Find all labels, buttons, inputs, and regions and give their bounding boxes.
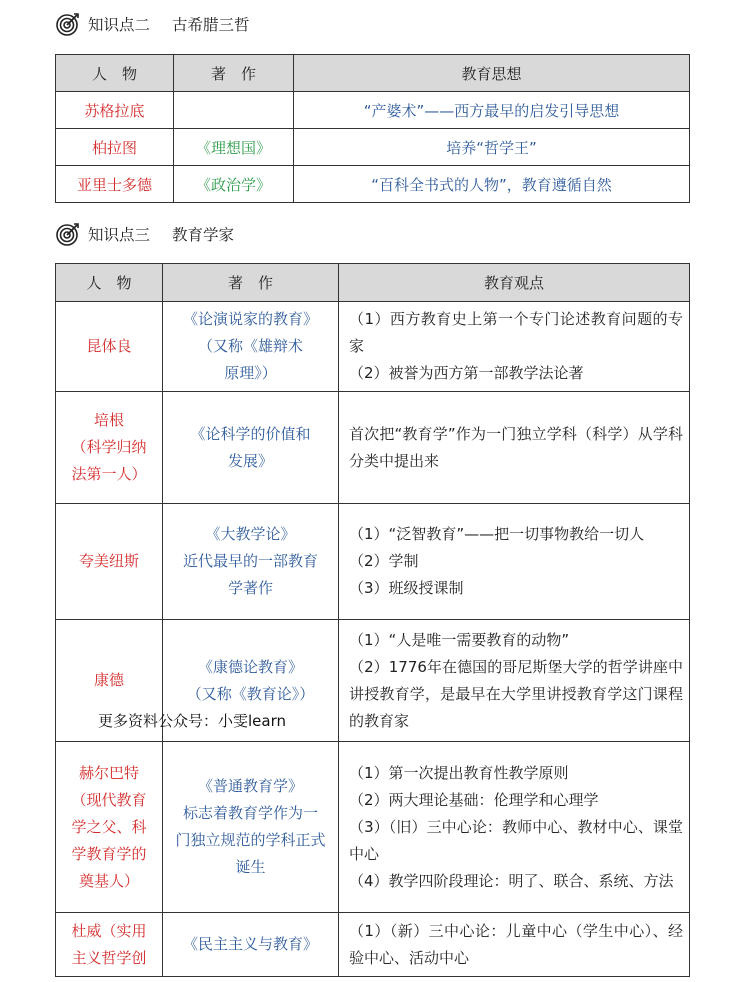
work-cell xyxy=(174,92,294,129)
header-thought: 教育思想 xyxy=(294,55,690,92)
views-cell xyxy=(339,620,690,742)
view-line: （2）1776年在德国的哥尼斯堡大学的哲学讲座中讲授教育学，是最早在大学里讲授教育学这门课程的教育家 xyxy=(349,657,683,730)
section3-title: 教育学家 xyxy=(172,226,235,244)
views-cell xyxy=(339,504,690,620)
person-cell xyxy=(56,302,163,392)
work-line: 近代最早的一部教育 xyxy=(182,552,318,570)
header-views: 教育观点 xyxy=(339,264,690,302)
person-cell: 苏格拉底 xyxy=(56,92,174,129)
person-cell xyxy=(56,913,163,977)
header-person: 人 物 xyxy=(56,264,163,302)
work-line: 《大教学论》 xyxy=(205,525,296,543)
thought-cell: 培养“哲学王” xyxy=(294,129,690,166)
table-row xyxy=(56,913,690,977)
thought-cell: “百科全书式的人物”，教育遵循自然 xyxy=(294,166,690,203)
work-line: 发展》 xyxy=(227,451,273,470)
work-line: 《论演说家的教育》 xyxy=(182,310,318,328)
table-row xyxy=(56,166,690,203)
table-row xyxy=(56,742,690,913)
view-line: （2）两大理论基础：伦理学和心理学 xyxy=(349,790,599,809)
views-cell xyxy=(339,392,690,504)
views-cell xyxy=(339,913,690,977)
work-cell xyxy=(163,504,339,620)
person-cell xyxy=(56,392,163,504)
work-line: 学著作 xyxy=(227,579,273,597)
person-cell xyxy=(56,742,163,913)
work-line: （又称《教育论》） xyxy=(186,684,315,703)
work-line: 《普通教育学》 xyxy=(197,777,303,795)
section3-table xyxy=(55,263,690,977)
view-line: （2）被誉为西方第一部教学法论著 xyxy=(349,364,584,382)
view-line: （4）教学四阶段理论：明了、联合、系统、方法 xyxy=(349,871,674,890)
header-person: 人 物 xyxy=(56,55,174,92)
person-line: 主义哲学创 xyxy=(71,948,147,967)
views-cell xyxy=(339,302,690,392)
person-line: 康德 xyxy=(93,671,124,689)
view-line: （3）（旧）三中心论：教师中心、教材中心、课堂中心 xyxy=(349,817,683,863)
person-line: 赫尔巴特 xyxy=(78,763,139,782)
section3-heading xyxy=(56,220,234,248)
work-cell xyxy=(163,302,339,392)
person-line: 昆体良 xyxy=(86,337,132,355)
target-icon xyxy=(56,222,80,246)
view-line: （1）“人是唯一需要教育的动物” xyxy=(349,630,570,649)
header-work: 著 作 xyxy=(174,55,294,92)
work-line: 诞生 xyxy=(235,858,266,876)
view-line: （1）“泛智教育”——把一切事物教给一切人 xyxy=(349,525,645,543)
table-row xyxy=(56,392,690,504)
person-cell: 亚里士多德 xyxy=(56,166,174,203)
person-line: 学教育学的 xyxy=(71,844,147,863)
work-line: 《民主主义与教育》 xyxy=(182,935,318,953)
table-row xyxy=(56,302,690,392)
section3-prefix: 知识点三 xyxy=(88,226,151,244)
section2-prefix: 知识点二 xyxy=(88,16,151,34)
views-cell xyxy=(339,742,690,913)
work-cell xyxy=(163,392,339,504)
view-line: （1）第一次提出教育性教学原则 xyxy=(349,763,569,782)
section2-title: 古希腊三哲 xyxy=(172,16,250,34)
person-line: 培根 xyxy=(93,411,124,429)
person-line: 奠基人） xyxy=(78,871,139,890)
table-row xyxy=(56,504,690,620)
section2-table xyxy=(55,54,690,203)
work-cell xyxy=(163,742,339,913)
view-line: 首次把“教育学”作为一门独立学科（科学）从学科分类中提出来 xyxy=(349,424,683,470)
work-line: （又称《雄辩术 xyxy=(197,337,303,355)
work-line: 标志着教育学作为一 xyxy=(182,804,318,822)
person-line: 夸美纽斯 xyxy=(78,552,139,570)
view-line: （1）西方教育史上第一个专门论述教育问题的专家 xyxy=(349,310,683,355)
person-line: 杜威（实用 xyxy=(71,921,147,940)
person-line: 学之父、科 xyxy=(71,817,147,836)
person-cell: 柏拉图 xyxy=(56,129,174,166)
target-icon xyxy=(56,12,80,36)
table-row xyxy=(56,92,690,129)
person-line: （现代教育 xyxy=(71,790,147,809)
work-line: 《论科学的价值和 xyxy=(190,424,311,443)
view-line: （1）（新）三中心论：儿童中心（学生中心）、经验中心、活动中心 xyxy=(349,921,683,967)
thought-cell: “产婆术”——西方最早的启发引导思想 xyxy=(294,92,690,129)
section2-heading xyxy=(56,10,250,38)
table-header-row xyxy=(56,55,690,92)
view-line: （2）学制 xyxy=(349,552,419,570)
work-line: 原理》） xyxy=(224,364,277,382)
work-cell xyxy=(163,913,339,977)
table-header-row xyxy=(56,264,690,302)
person-line: （科学归纳 xyxy=(71,438,147,456)
work-cell: 《政治学》 xyxy=(174,166,294,203)
work-line: 《康德论教育》 xyxy=(197,657,303,676)
view-line: （3）班级授课制 xyxy=(349,579,464,597)
watermark-note: 更多资料公众号：小雯learn xyxy=(98,712,286,730)
table-row xyxy=(56,129,690,166)
work-cell: 《理想国》 xyxy=(174,129,294,166)
person-line: 法第一人） xyxy=(71,465,147,483)
person-cell xyxy=(56,504,163,620)
work-line: 门独立规范的学科正式 xyxy=(175,831,326,849)
header-work: 著 作 xyxy=(163,264,339,302)
